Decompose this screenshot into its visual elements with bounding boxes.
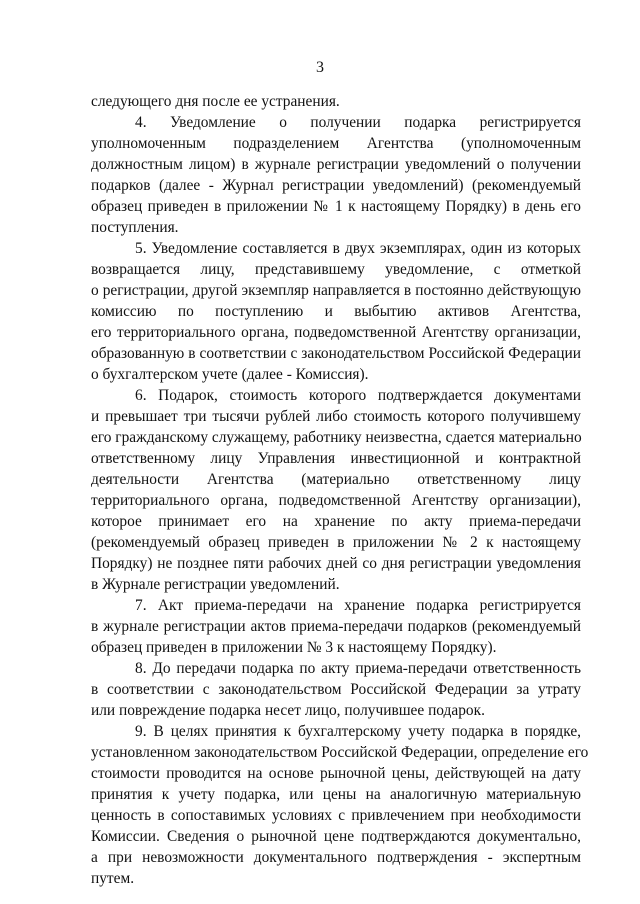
text-line: 7. Акт приема-передачи на хранение подарка регистрируется <box>135 597 581 614</box>
text-line: его территориального органа, подведомственной Агентству организации, <box>91 324 581 341</box>
text-line: поступления. <box>91 219 179 236</box>
text-line: комиссию по поступлению и выбытию активов Агентства, <box>91 303 581 320</box>
document-body <box>91 91 589 889</box>
text-line: Комиссии. Сведения о рыночной цене подтверждаются документально, <box>91 828 581 845</box>
text-line: (рекомендуемый образец приведен в приложении № 2 к настоящему <box>91 534 581 551</box>
text-line: в соответствии с законодательством Российской Федерации за утрату <box>91 681 581 698</box>
page-number: 3 <box>316 59 324 76</box>
text-line: его гражданскому служащему, работнику неизвестна, сдается материально <box>91 429 582 446</box>
text-line: или повреждение подарка несет лицо, получившее подарок. <box>91 702 485 719</box>
text-line: подарков (далее - Журнал регистрации уведомлений) (рекомендуемый <box>91 177 581 194</box>
text-line: принятия к учету подарка, или цены на аналогичную материальную <box>91 786 581 803</box>
text-line: ценность в сопоставимых условиях с привлечением при необходимости <box>91 807 581 824</box>
text-line: стоимости проводится на основе рыночной цены, действующей на дату <box>91 765 581 782</box>
text-line: которое принимает его на хранение по акту приема-передачи <box>91 513 581 530</box>
text-line: в журнале регистрации актов приема-передачи подарков (рекомендуемый <box>91 618 581 635</box>
text-line: уполномоченным подразделением Агентства (уполномоченным <box>91 135 581 152</box>
text-line: путем. <box>91 870 135 887</box>
text-line: а при невозможности документального подтверждения - экспертным <box>91 849 581 866</box>
text-line: 9. В целях принятия к бухгалтерскому учету подарка в порядке, <box>135 723 581 740</box>
text-line: Порядку) не позднее пяти рабочих дней со дня регистрации уведомления <box>91 555 581 572</box>
text-line: образованную в соответствии с законодательством Российской Федерации <box>91 345 581 362</box>
text-line: ответственному лицу Управления инвестиционной и контрактной <box>91 450 581 467</box>
text-line: образец приведен в приложении № 1 к настоящему Порядку) в день его <box>91 198 581 215</box>
text-line: 8. До передачи подарка по акту приема-передачи ответственность <box>135 660 581 677</box>
text-line: в Журнале регистрации уведомлений. <box>91 576 340 593</box>
text-line: следующего дня после ее устранения. <box>91 93 340 110</box>
text-line: образец приведен в приложении № 3 к настоящему Порядку). <box>91 639 497 656</box>
text-line: деятельности Агентства (материально ответственному лицу <box>91 471 581 488</box>
text-line: о регистрации, другой экземпляр направляется в постоянно действующую <box>91 282 581 299</box>
text-line: 4. Уведомление о получении подарка регистрируется <box>135 114 581 131</box>
text-line: и превышает три тысячи рублей либо стоимость которого получившему <box>91 408 581 425</box>
text-line: территориального органа, подведомственной Агентству организации), <box>91 492 581 509</box>
text-line: 6. Подарок, стоимость которого подтверждается документами <box>135 387 581 404</box>
text-line: установленном законодательством Российской Федерации, определение его <box>91 744 589 761</box>
text-line: возвращается лицу, представившему уведомление, с отметкой <box>91 261 581 278</box>
text-line: о бухгалтерском учете (далее - Комиссия). <box>91 366 369 383</box>
text-line: должностным лицом) в журнале регистрации уведомлений о получении <box>91 156 581 173</box>
text-line: 5. Уведомление составляется в двух экземплярах, один из которых <box>135 240 581 257</box>
